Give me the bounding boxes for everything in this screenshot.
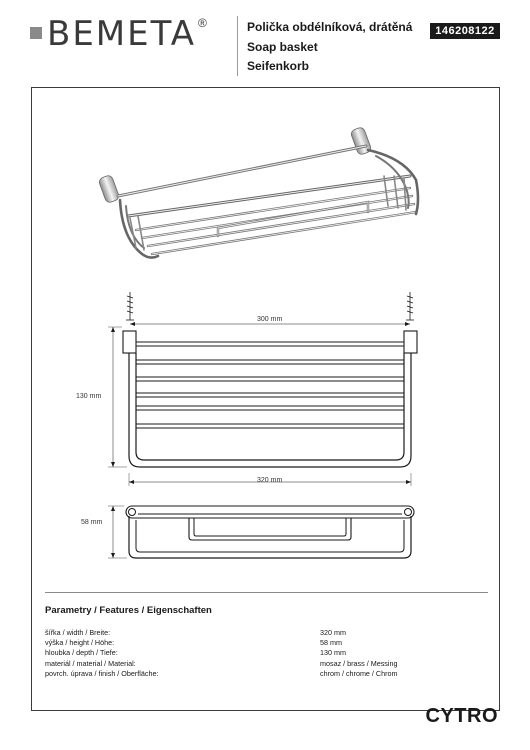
param-row xyxy=(45,659,398,669)
logo-square-mark xyxy=(30,27,42,39)
product-render xyxy=(98,126,418,257)
param-value: chrom / chrome / Chrom xyxy=(320,668,398,678)
param-value: mosaz / brass / Messing xyxy=(320,658,398,668)
param-value: 130 mm xyxy=(320,648,346,658)
brand-logo xyxy=(30,14,207,54)
param-value: 320 mm xyxy=(320,628,346,637)
title-divider xyxy=(237,16,238,76)
params-table xyxy=(45,628,398,679)
registered-mark: ® xyxy=(198,16,207,30)
drawing-frame xyxy=(31,87,500,711)
dimension-height: 58 mm xyxy=(81,519,103,526)
param-label: šířka / width / Breite: xyxy=(45,628,111,637)
dimension-top-width: 300 mm xyxy=(257,316,283,323)
params-title: Parametry / Features / Eigenschaften xyxy=(45,605,212,616)
param-label: povrch. úprava / finish / Oberfläche: xyxy=(45,668,159,678)
technical-drawing xyxy=(32,88,501,712)
product-titles xyxy=(247,18,412,77)
param-value: 58 mm xyxy=(320,638,342,648)
param-row xyxy=(45,669,398,679)
screw-left xyxy=(126,292,134,320)
dimension-bottom-width: 320 mm xyxy=(257,477,283,484)
front-view-drawing xyxy=(108,506,414,558)
product-title-de: Seifenkorb xyxy=(247,59,310,73)
params-separator xyxy=(45,592,488,593)
param-label: materiál / material / Material: xyxy=(45,658,136,668)
param-row xyxy=(45,628,398,638)
param-label: hloubka / depth / Tiefe: xyxy=(45,648,118,658)
dimension-depth: 130 mm xyxy=(76,393,102,400)
product-title-en: Soap basket xyxy=(247,39,318,54)
param-label: výška / height / Höhe: xyxy=(45,638,115,648)
logo-wordmark: BEMETA xyxy=(47,14,197,54)
screw-right xyxy=(406,292,414,320)
param-row xyxy=(45,648,398,658)
product-code-badge: 146208122 xyxy=(430,23,500,39)
product-series: CYTRO xyxy=(425,705,498,727)
param-row xyxy=(45,638,398,648)
product-title-cz: Polička obdélníková, drátěná xyxy=(247,20,413,34)
